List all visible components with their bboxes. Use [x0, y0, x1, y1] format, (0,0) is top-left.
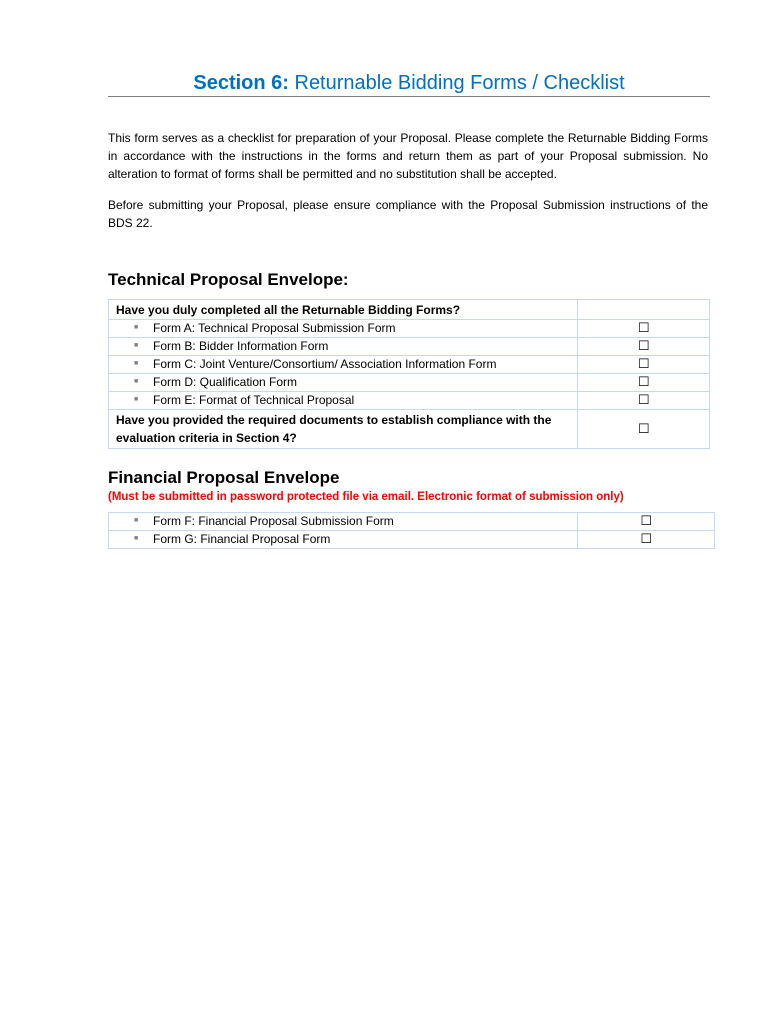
form-a-checkbox[interactable]: ☐: [578, 320, 710, 338]
list-item: [109, 320, 578, 338]
bullet-icon: ■: [134, 341, 139, 349]
page-title: [108, 70, 710, 96]
technical-envelope-heading: Technical Proposal Envelope:: [108, 270, 349, 289]
technical-checklist-table: [108, 299, 710, 449]
table-row: [109, 410, 710, 449]
table-row: [109, 531, 715, 549]
intro-paragraph-2: Before submitting your Proposal, please ensure compliance with the Proposal Submission instructions of the BDS 22.: [108, 198, 708, 230]
bullet-icon: ■: [134, 377, 139, 385]
form-d-label: Form D: Qualification Form: [153, 375, 298, 390]
list-item: [109, 356, 578, 374]
bullet-icon: ■: [134, 516, 139, 524]
bullet-icon: ■: [134, 395, 139, 403]
form-c-label: Form C: Joint Venture/Consortium/ Association Information Form: [153, 357, 497, 372]
form-b-label: Form B: Bidder Information Form: [153, 339, 329, 354]
table-row: [109, 374, 710, 392]
list-item: [109, 392, 578, 410]
financial-checklist-table: [108, 512, 715, 549]
form-f-label: Form F: Financial Proposal Submission Form: [153, 514, 394, 528]
title-divider: [108, 96, 710, 97]
table-row: [109, 392, 710, 410]
list-item: [109, 374, 578, 392]
evaluation-compliance-checkbox[interactable]: ☐: [578, 410, 710, 449]
form-a-label: Form A: Technical Proposal Submission Form: [153, 321, 396, 335]
table-row: [109, 300, 710, 320]
form-g-checkbox[interactable]: ☐: [578, 531, 715, 549]
list-item: [109, 513, 578, 531]
empty-cell: [578, 300, 710, 320]
form-g-label: Form G: Financial Proposal Form: [153, 532, 331, 547]
question-forms-completed: Have you duly completed all the Returnable Bidding Forms?: [109, 300, 578, 320]
form-e-checkbox[interactable]: ☐: [578, 392, 710, 410]
bullet-icon: ■: [134, 359, 139, 367]
table-row: [109, 320, 710, 338]
list-item: [109, 531, 578, 549]
table-row: [109, 338, 710, 356]
form-d-checkbox[interactable]: ☐: [578, 374, 710, 392]
bullet-icon: ■: [134, 323, 139, 331]
intro-paragraph-1: This form serves as a checklist for preparation of your Proposal. Please complete the Returnable Bidding Forms in accordance with the instructions in the forms and return them as part of your Proposal submission. No alteration to format of forms shall be permitted and no substitution shall be accepted.: [108, 131, 708, 181]
form-c-checkbox[interactable]: ☐: [578, 356, 710, 374]
form-b-checkbox[interactable]: ☐: [578, 338, 710, 356]
financial-submission-note: (Must be submitted in password protected file via email. Electronic format of submission only): [108, 491, 624, 503]
title-section-number: Section 6:: [193, 72, 289, 94]
financial-envelope-heading: Financial Proposal Envelope: [108, 468, 340, 487]
form-e-label: Form E: Format of Technical Proposal: [153, 393, 355, 408]
question-evaluation-compliance: Have you provided the required documents to establish compliance with the evaluation criteria in Section 4?: [109, 410, 578, 449]
title-text: Returnable Bidding Forms / Checklist: [288, 72, 625, 94]
list-item: [109, 338, 578, 356]
bullet-icon: ■: [134, 534, 139, 542]
table-row: [109, 356, 710, 374]
table-row: [109, 513, 715, 531]
form-f-checkbox[interactable]: ☐: [578, 513, 715, 531]
